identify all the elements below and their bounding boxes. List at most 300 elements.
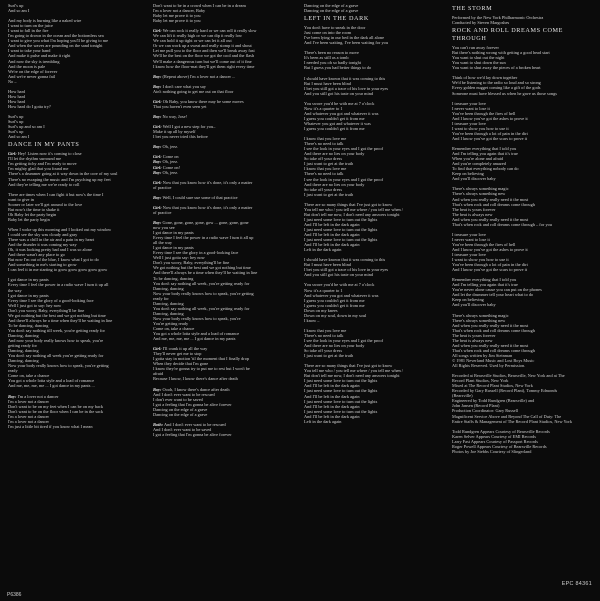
credit-line: All songs written by Jim Steinman (452, 352, 513, 358)
lyric-line: Girl: Now that you know how it's done, it's only a matter (153, 204, 253, 210)
lyric-line: You don't have to sneak in the door (304, 25, 366, 31)
lyric-line: And there are no lies on your body (304, 181, 365, 187)
lyric-line: You don't say nothing all week you're getting ready for (8, 353, 104, 359)
lyric-line: You got a whole lotta style and a load of romance (153, 331, 240, 337)
lyric-line: There's always something new (452, 317, 506, 323)
lyric-line: And I'll be left in the dark again (304, 413, 360, 419)
lyric-line: You've been through a lot of pain in the dirt (452, 130, 528, 136)
lyric-line: How hard do I gotta try? (8, 103, 51, 109)
lyric-line: Whatever you got and whatever it was (304, 120, 371, 126)
lyric-line: I could see the sky was cloudy and gray (8, 232, 78, 238)
lyric-line: We'll make a dangerous turn but we'll come out of it fine (153, 58, 252, 64)
lyric-line: And me, me, me, me ... I got dance in my pants (153, 336, 236, 342)
lyric-line: And when you really really need it the most (452, 342, 529, 348)
lyric-line: Oh Baby let the party begin (8, 211, 57, 217)
lyric-line: Boy: Oh, jeez. (153, 169, 179, 175)
lyric-line: You've been through a lot of pain in the dirt (452, 262, 528, 268)
lyric-line: Girl: Come on! (153, 164, 181, 170)
lyric-line: When I woke up this morning and I looked out my window (8, 226, 112, 232)
lyric-line: I needed you oh so badly tonight (304, 60, 361, 66)
lyric-line: Every time I feel the power in a radio wave I turn it up all (8, 282, 109, 288)
credit-line: Recorded by Gary Russell (Record Plant), Tommy Edmonds (452, 388, 558, 394)
lyric-line: the way (8, 287, 22, 293)
lyric-line: But don't tell me now, I don't need any answers tonight (304, 211, 400, 217)
speaker-cue: Boy: (153, 83, 162, 89)
credit-line: © 1981 Neverland Music and Lost Boys Music (452, 358, 535, 363)
lyric-line: And I know you've got the scars to prove it (452, 267, 528, 273)
lyric-line: But there's nothing wrong with getting a good head start (452, 50, 550, 56)
lyric-line: Keep on believing (452, 171, 484, 177)
speaker-cue: Boy: (153, 386, 162, 392)
lyric-line: I should have known that it was coming to this (304, 75, 386, 81)
lyric-line: I treasure your love (452, 100, 486, 106)
lyric-line: I see the look in your eyes and I got the proof (304, 338, 384, 343)
lyric-line: Remember everything that I told you (452, 277, 517, 283)
lyric-line: Left in the dark again (304, 247, 342, 253)
lyric-line: Boy: Oooh, I know there's dance after death (153, 386, 230, 392)
lyric-line: Every golden nugget coming like a gift of the gods (452, 85, 541, 91)
lyric-line: To be dancing, dancing (153, 275, 194, 281)
lyric-line: You swore you'd be with me at 7 o'clock (304, 282, 375, 288)
lyric-line: So take off your dress (304, 348, 343, 354)
lyric-line: I just need some love to turn out the lights (304, 226, 378, 232)
lyric-line: To find that everything nobody can do (452, 166, 519, 172)
lyric-line: Now your body really knows how to speak, you're getting (153, 290, 254, 296)
lyric-line: You're never alone cause you can put on the phones (452, 287, 542, 293)
lyric-line: I guess you couldn't get it from me (304, 115, 365, 121)
lyric-line: Left in the dark again (304, 418, 342, 424)
credit-line: All Rights Reserved. Used by Permission. (452, 363, 526, 369)
lyric-line: You tell me who / you tell me where / you tell me when / (304, 206, 404, 212)
lyric-line: So take off your dress (304, 186, 343, 192)
lyric-line: Now it's a quarter to 1 (304, 105, 343, 111)
lyric-line: ready for (153, 295, 169, 301)
catalog-number-right: EPC 84361 (561, 581, 592, 587)
lyric-line: afraid (153, 371, 164, 377)
lyric-line: That's when rock and roll dreams come through (452, 347, 535, 353)
speaker-cue: Boy: (153, 220, 162, 226)
lyric-line: Now it's a quarter to 1 (304, 287, 343, 293)
lyric-line: Well I just got to say: hey now (8, 302, 62, 308)
speaker-cue: Girl: (153, 124, 162, 130)
lyric-line: And my body is burning like a naked wire (8, 18, 82, 24)
lyric-line: You're getting ready (153, 320, 189, 326)
lyric-line: I'm going to drown in the ocean and the bottomless sea (8, 33, 104, 39)
lyric-line: There's been no reason to move (304, 50, 359, 56)
lyric-line: I should have known that it was coming to this (304, 257, 386, 263)
lyric-line: I'm getting itchy and I'm ready to move (8, 161, 77, 167)
lyric-line: And the thunder it was coming my way (8, 242, 77, 248)
lyric-line: I just want to get at the truth (304, 191, 354, 197)
speaker-cue: Boy: (153, 169, 162, 175)
lyric-line: And so am I (8, 8, 30, 14)
lyrics-column-2 (153, 3, 296, 593)
lyric-line: I know that you love me (304, 136, 347, 142)
lyric-line: That you haven't even seen yet (153, 103, 207, 109)
lyric-line: I got dance in my pants (8, 292, 49, 298)
lyric-line: I'm a lover not a dancer (8, 418, 49, 424)
lyric-line: getting ready for (8, 343, 37, 349)
lyric-line: There's no need to talk (304, 141, 344, 147)
lyric-line: And there'll always be a time when they'll be waiting in line (153, 270, 258, 276)
lyric-line: And there wasn't any place to go (8, 252, 65, 258)
lyric-line: We're on the edge of forever (8, 68, 58, 74)
lyric-line: Boy: Oh, jeez. (153, 159, 179, 165)
lyric-line: I just need some love to turn out the lights (304, 216, 378, 222)
lyric-line: And you still got his taste on your mind (304, 90, 374, 96)
lyric-line: Oh, it was looking pretty bad and I was so alone (8, 247, 92, 253)
lyric-line: Surf's up (8, 3, 24, 8)
speaker-cue: Girl: (153, 98, 162, 104)
lyric-line: The beat is always new (452, 337, 493, 343)
lyric-line: Remember everything that I told you (452, 146, 517, 152)
lyric-line: Don't you worry, Baby, everything'll be fine (8, 307, 85, 313)
lyric-line: Baby let the party begin (8, 216, 50, 222)
lyric-line: But I guess you had better things to do (304, 65, 372, 71)
credit-line: (Bearsville) (452, 393, 473, 399)
lyric-line: You don't say nothing till week, you're getting ready for (8, 327, 106, 333)
lyric-line: Come on, take a chance (153, 326, 195, 331)
lyric-line: We got nothing but the best and we got nothing but time (153, 265, 251, 271)
speaker-cue: Both: (153, 421, 164, 427)
lyric-line: There's always something new (452, 191, 506, 197)
lyric-line: Ain't nothing going to get me out on that floor (153, 88, 234, 94)
lyric-line: Surf's up and so am I (8, 124, 45, 130)
lyric-line: But I must have been blind (304, 262, 351, 268)
lyric-line: And you're completely amazed (452, 161, 506, 167)
lyric-line: Dancing on the edge of a grave (153, 406, 208, 412)
lyric-line: I bet you never tried this before (153, 134, 208, 140)
lyric-line: Girl: I'll crank it up all the way (153, 346, 208, 352)
lyric-line: And now the sky is trembling (8, 58, 60, 64)
song-title: LEFT IN THE DARK (304, 15, 369, 23)
lyric-line: That's when rock and roll dreams come through (452, 327, 535, 333)
lyric-line: You want to shut out the night (452, 55, 505, 61)
lyric-line: Just come on into the room (304, 30, 352, 36)
lyric-line: Dancing, dancing (8, 348, 39, 354)
credit-line: Roger Powell Appears Courtesy of Bearsville Records (452, 443, 547, 449)
lyric-line: I know that you love me (304, 166, 347, 172)
lyric-line: Every time I see the glory in a good-looking face (153, 250, 239, 256)
lyric-line: I want to take your hand (8, 48, 51, 54)
lyric-line: And I know you've got the ashes to prove it (452, 246, 528, 252)
lyric-line: I just need some love to turn out the lights (304, 398, 378, 404)
lyric-line: You can't run away forever (452, 45, 499, 51)
lyric-line: Surf's up (8, 129, 24, 135)
lyric-line: I'm a lover not a dancer (8, 398, 49, 404)
lyric-line: It's been as still as a tomb (304, 55, 349, 61)
speaker-cue: Girl: (153, 28, 162, 34)
speaker-cue: Boy: (153, 73, 162, 79)
lyric-line: To be dancing, dancing (8, 322, 49, 328)
lyric-line: Girl: Oh Baby, you know there may be some moves (153, 98, 244, 104)
lyric-line: Both: And I don't ever want to be rescued (153, 421, 226, 427)
lyric-line: No – (8, 78, 17, 84)
lyric-line: And me, me, me, me ... I got dance in my pants ... (8, 383, 95, 389)
lyric-line: Girl: Well I got a new step for you– (153, 124, 216, 130)
lyric-line: And there are no lies on your body (304, 151, 365, 157)
lyric-line: Baby let me prove it to you (153, 13, 201, 19)
speaker-cue: Girl: (153, 179, 162, 185)
lyric-line: And so am I (8, 134, 30, 140)
lyric-line: I just need some love to turn out the lights (304, 388, 378, 394)
lyric-line: And make it pulse and make it right (8, 53, 71, 59)
lyric-line: Think of how we'd lay down together (452, 75, 518, 81)
lyric-line: And I don't ever want to be saved (153, 426, 212, 432)
lyric-line: There's no need to talk (304, 171, 344, 177)
speaker-cue: Boy: (8, 393, 17, 399)
credit-line: Record Plant Studios, New York (452, 378, 509, 384)
lyric-line: I treasure your love (452, 252, 486, 258)
lyric-line: And you'll discover baby (452, 176, 496, 182)
lyric-line: Girl: We can rock it really hard or we can roll it really slow (153, 28, 257, 34)
lyric-line: When you're alone and afraid (452, 156, 504, 162)
lyric-line: You want to shut down the sun (452, 60, 506, 66)
lyric-line: The beat is always new (452, 211, 493, 217)
credit-line: John Jansen (Record Plant) (452, 403, 500, 409)
lyric-line: And when you really really need it the most (452, 322, 529, 328)
lyric-line: Dancing, dancing (8, 332, 39, 338)
credit-line: Larry Fast Appears Courtesy of Passport Records (452, 438, 538, 444)
lyric-line: That's when rock and roll dreams come through – for you (452, 221, 552, 227)
lyric-line: I see the look in your eyes and I got the proof (304, 146, 384, 152)
lyric-line: Baby let me prove it to you (153, 18, 201, 24)
lyric-line: Make it up all by myself (153, 129, 196, 135)
lyric-line: And I'll be left in the dark again (304, 232, 360, 238)
lyric-line: Dancing, dancing (8, 358, 39, 364)
lyric-line: I just need some love to turn out the lights (304, 408, 378, 414)
lyric-line: I guess you couldn't get it from me (304, 297, 365, 303)
lyric-line: Boy: I'm a lover not a dancer (8, 393, 59, 399)
lyric-line: I know how the floor-mat they'll get them right every time (153, 63, 255, 69)
lyric-line: But now's the time to shake it (8, 206, 60, 212)
lyric-line: But don't tell me now, I don't need any answers tonight (304, 373, 400, 379)
lyric-line: And we're never gonna fail (8, 73, 56, 79)
lyrics-column-4 (452, 3, 596, 593)
lyric-line: I want to show you how to use it (452, 125, 509, 131)
lyric-line: There was a chill in the air and a pain in my heart (8, 237, 95, 243)
speaker-cue: Girl: (153, 164, 162, 170)
lyric-line: And now your body really knows how to speak, you're (8, 338, 104, 343)
lyric-line: I got dance in my pants (153, 245, 194, 251)
lyric-line: There's a drummer going at it way down in the core of my soul (8, 171, 118, 177)
lyric-line: now you see (153, 225, 175, 231)
lyric-line: And let the drummer tell your heart what to do (452, 292, 534, 298)
lyric-line: Every time I feel the power in a radio wave I turn it all up (153, 235, 254, 241)
lyric-line: Sooner or later we'll get around to the love (8, 201, 83, 207)
lyric-line: And whatever you got and whatever it was (304, 110, 379, 116)
lyric-line: We'd be listening to the radio so loud and so strong (452, 80, 541, 86)
lyric-line: Don't you worry, Baby, everything'll be fine (153, 260, 230, 266)
lyric-line: Dancing on the edge of a grave (304, 3, 359, 8)
lyric-line: And I'm telling you again that it's true (452, 282, 518, 288)
lyric-line: But now I'm out of the blue, I know what I got to do (8, 257, 99, 263)
lyric-line: They'll never get me to stop (153, 351, 202, 357)
speaker-cue: Girl: (8, 151, 17, 157)
lyric-line: And I'll be left in the dark again (304, 383, 360, 389)
lyric-line: Let me pull you to the floor and then we'll break away fast (153, 48, 255, 54)
lyric-line: There's no need to talk (304, 332, 344, 338)
song-title: DANCE IN MY PANTS (8, 141, 80, 149)
lyric-line: How hard (8, 93, 26, 99)
lyric-line: I see the look in your eyes and I got the proof (304, 176, 384, 182)
lyric-line: Boy: Oh, jeez. (153, 144, 179, 150)
lyric-line: You got a whole lotta style and a load of romance (8, 378, 95, 384)
lyric-line: I treasure your love (452, 120, 486, 126)
lyric-line: I bet you still got a trace of his love in your eyes (304, 85, 389, 91)
lyric-line: I'm just a little bit tired if you know what I mean (8, 423, 93, 429)
lyric-line: Don't want to be in a crowd when I can be in a dream (153, 3, 246, 8)
lyric-line: When they decide that I'm gone (153, 361, 209, 367)
lyric-line: I just need some love to turn out the lights (304, 237, 378, 243)
credit-line: Karen Selver Appears Courtesy of EMI Records (452, 433, 536, 439)
lyric-line: How hard (8, 98, 26, 104)
lyric-line: Girl: Hey! Listen now it's coming to close (8, 151, 82, 157)
speaker-cue: Girl: (153, 154, 162, 160)
lyric-line: Don't want to be on the floor when I can be in the sack (8, 408, 104, 414)
lyric-line: But I must have been blind (304, 80, 351, 86)
lyric-line: I'm a lover not a dancer, Baby (153, 8, 206, 14)
song-title: THE STORM (452, 5, 493, 12)
lyric-line: ready (8, 368, 18, 374)
lyric-line: I just want to get at the truth (304, 161, 354, 167)
lyric-line: The beat is yours forever (452, 332, 496, 338)
lyric-line: I want to show you how to use it (452, 257, 509, 263)
lyric-line: Dancing on the edge of a grave (153, 411, 208, 417)
lyric-line: Dancing on the edge of a grave (304, 8, 359, 14)
lyric-line: And the moon is pale (8, 63, 46, 69)
lyric-line: And I know you've got the ashes to prove it (452, 115, 528, 121)
lyric-line: of practice (153, 184, 172, 190)
lyric-line: Dancing, dancing (153, 285, 184, 291)
lyric-line: I got dance in my pants (153, 230, 194, 236)
catalog-number-left: P6386 (7, 592, 22, 598)
lyric-line: And they're telling me we're ready to roll (8, 181, 80, 187)
credit-line: Todd Rundgren Appears Courtesy of Bearsville Records (452, 428, 550, 434)
lyric-line: There are so many things that I've just got to know (304, 201, 393, 207)
lyric-line: We got nothing but the best and we got nothing but time (8, 312, 106, 318)
lyric-line: The beat is yours forever (452, 206, 496, 212)
lyric-line: There's always something magic (452, 312, 509, 318)
lyric-line: And whatever you got and whatever it was (304, 292, 379, 298)
speaker-cue: Boy: (153, 114, 162, 120)
lyric-line: I'm a lover not a dancer (8, 413, 49, 419)
lyric-line: We'll be the best on the floor we got the cool and the flash (153, 53, 255, 59)
lyric-line: Down on my soul, down in my soul (304, 312, 367, 318)
lyric-line: Down on my knees (304, 307, 338, 313)
lyric-line: I guess you couldn't get it from me (304, 302, 365, 308)
lyric-line: I never want to lose it (452, 105, 490, 111)
lyric-line: There's always something magic (452, 186, 509, 192)
credit-line: Magnificent Service Above and Beyond The Call of Duty: The (452, 413, 562, 419)
lyric-line: I'll let the rhythm surround me (8, 156, 62, 162)
lyric-line: Surf's up (8, 119, 24, 125)
lyric-line: I treasure your love (452, 231, 486, 237)
lyric-line: I can feel it in me starting to grow grow grow grow grow (8, 267, 108, 273)
lyric-line: Or we can work up a sweat and really stomp it and shout (153, 43, 252, 49)
lyric-line: And you'll discover baby (452, 302, 496, 308)
lyric-line: I got a feeling that I'm gonna be alive forever (153, 431, 232, 437)
lyric-line: And there are no lies on your body (304, 343, 365, 349)
lyric-line: Dancing, dancing (153, 310, 184, 316)
speaker-cue: Boy: (153, 144, 162, 150)
lyric-line: Conducted by Steven Margoshes (452, 20, 510, 26)
lyric-line: I want to turn on the juice (8, 23, 53, 29)
lyric-line: And I don't ever want to be rescued (153, 391, 215, 397)
lyric-line: I just need some love to turn out the lights (304, 378, 378, 384)
lyric-line: I know they're gonna try to put me to rest but I won't be (153, 366, 250, 372)
lyric-line: And I'll be left in the dark again (304, 221, 360, 227)
lyric-line: I just want to get at the truth (304, 353, 354, 359)
credit-line: Photos by Joe Stebbs Courtesy of Slingerland (452, 448, 532, 454)
lyric-line: You swore you'd be with me at 7 o'clock (304, 100, 375, 106)
lyric-line: Surf's up (8, 114, 24, 120)
lyric-line: I got a feeling that I'm gonna be alive forever (153, 401, 232, 407)
lyric-line: I bet you still got a trace of his love in your eyes (304, 267, 389, 273)
lyric-line: Boy: Gone, gone, gone, gone, gow ... gone, gone, gone (153, 220, 249, 226)
lyric-line: And I've been waiting, I've been waiting for you (304, 40, 389, 46)
lyric-line: I got dance in my pants (8, 277, 49, 283)
lyric-line: There are times when I can fight it but now's the time I (8, 191, 104, 197)
credit-line: Recorded at Bearsville Studios, Bearsville, New York and at The (452, 373, 565, 379)
lyric-line: I never want to lose it (452, 236, 490, 242)
lyric-line: Boy: No way, Jose! (153, 114, 187, 120)
lyric-line: And I'll be left in the dark again (304, 393, 360, 399)
lyric-line: all the way (153, 240, 173, 246)
lyric-line: Come on, take a chance (8, 373, 50, 379)
lyric-line: And something in me's starting to grow (8, 262, 77, 268)
lyric-line: Girl: Now that you know how it's done, it's only a matter (153, 179, 253, 185)
lyric-line: I want to give you what I'm hoping you'll be giving to me (8, 38, 109, 44)
lyric-line: Girl: Come on (153, 154, 179, 160)
lyric-line: And I'll be left in the dark again (304, 242, 360, 248)
lyric-line: I know – (304, 317, 320, 323)
lyrics-column-3 (304, 3, 446, 593)
lyric-line: I want to fall in the fire (8, 28, 49, 34)
lyric-line: want to give in (8, 196, 34, 202)
lyric-line: We can lift it really high or we can dip it really low (153, 33, 243, 39)
speaker-cue: Girl: (153, 204, 162, 210)
lyric-line: I guess you couldn't get it from me (304, 126, 365, 132)
lyric-line: And when you really really need it the most (452, 196, 529, 202)
lyric-line: You don't say nothing all week, you're getting ready for (153, 305, 250, 311)
speaker-cue: Boy: (153, 194, 162, 200)
lyric-line: You tell me who / you tell me where / you tell me when / (304, 368, 404, 374)
lyric-line: And I'll be left in the dark again (304, 403, 360, 409)
lyric-line: I've been lying in our bed in the dark all alone (304, 35, 385, 41)
lyric-line: Boy: I don't care what you say (153, 83, 206, 89)
lyric-line: We can hold it up tight or we can let it all out (153, 38, 232, 44)
lyric-line: You don't say nothing all week, you're getting ready for (153, 280, 250, 286)
lyric-line: Boy: (Repeat above) I'm a lover not a dancer ... (153, 73, 236, 79)
lyric-line: And I'm telling you again that it's true (452, 151, 518, 157)
lyric-line: Keep on believing (452, 297, 484, 303)
lyric-line: I don't ever want to be saved (153, 396, 203, 402)
lyric-line: Dancing, dancing (153, 300, 184, 306)
speaker-cue: Girl: (153, 346, 162, 352)
lyric-line: Boy: Well, I could sure use some of that practice (153, 194, 238, 200)
lyric-line: And you still got his taste on your mind (304, 272, 374, 278)
lyric-line: And I know you've got the scars to prove it (452, 135, 528, 141)
lyric-line: I'm mighty glad that you found me (8, 166, 69, 172)
lyric-line: And when you really really need it the most (452, 216, 529, 222)
speaker-cue: Boy: (153, 159, 162, 165)
lyrics-column-1 (8, 3, 146, 593)
credit-line: Engineered by Todd Rundgren (Bearsville) and (452, 398, 535, 404)
lyric-line: Someone must have blessed us when he gave us those songs (452, 90, 557, 96)
lyric-line: Don't want to be on my feet when I can be on my back (8, 403, 104, 409)
lyric-line: How hard (8, 88, 26, 94)
